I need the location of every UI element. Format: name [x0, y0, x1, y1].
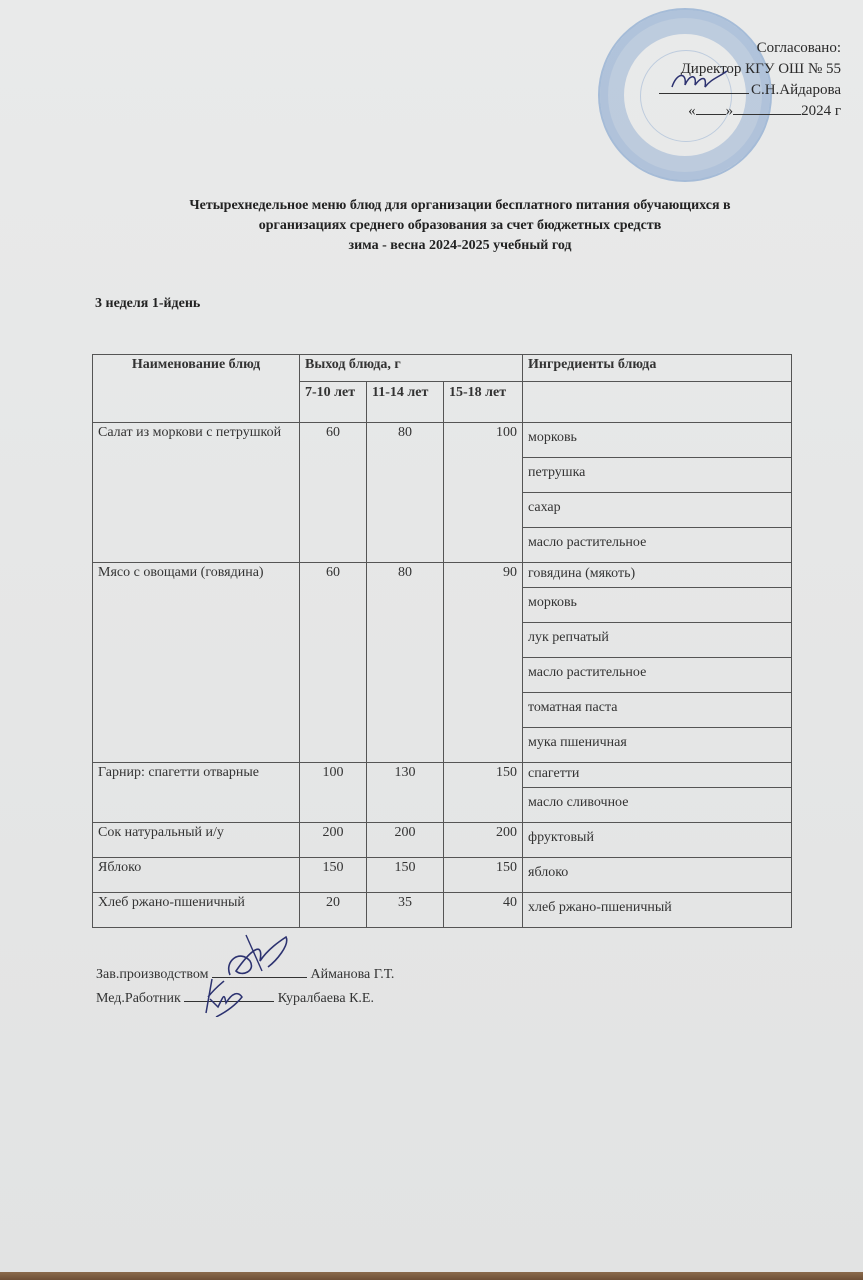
date-open-quote: «	[688, 103, 696, 119]
yield-7-10: 150	[300, 858, 367, 893]
header-age-7-10: 7-10 лет	[300, 382, 367, 423]
medic-label: Мед.Работник	[96, 991, 181, 1006]
dish-name: Салат из моркови с петрушкой	[93, 423, 300, 563]
yield-15-18: 200	[444, 823, 523, 858]
document-title	[60, 196, 860, 256]
approval-position: Директор КГУ ОШ № 55	[680, 61, 841, 77]
approval-agreed: Согласовано:	[756, 40, 841, 56]
menu-table	[92, 354, 792, 928]
ingredient: петрушка	[523, 458, 792, 493]
yield-15-18: 100	[444, 423, 523, 563]
dish-name: Мясо с овощами (говядина)	[93, 563, 300, 763]
header-ingredients: Ингредиенты блюда	[523, 355, 792, 382]
approval-year: 2024 г	[801, 103, 841, 119]
table-row	[93, 423, 792, 458]
production-label: Зав.производством	[96, 967, 209, 982]
yield-15-18: 150	[444, 763, 523, 823]
director-signature-icon	[667, 67, 737, 93]
table-row	[93, 763, 792, 788]
table-row	[93, 858, 792, 893]
ingredient: морковь	[523, 588, 792, 623]
approval-signature-line	[659, 81, 749, 94]
medic-signature-row	[96, 987, 394, 1011]
ingredient: хлеб ржано-пшеничный	[523, 893, 792, 928]
date-month-blank	[733, 102, 801, 115]
table-row	[93, 823, 792, 858]
medic-signature-line	[184, 989, 274, 1002]
header-age-15-18: 15-18 лет	[444, 382, 523, 423]
signatures-block	[96, 963, 394, 1011]
ingredient: мука пшеничная	[523, 728, 792, 763]
table-row	[93, 893, 792, 928]
yield-15-18: 90	[444, 563, 523, 763]
yield-11-14: 200	[367, 823, 444, 858]
approval-date-row	[659, 101, 841, 122]
header-age-11-14: 11-14 лет	[367, 382, 444, 423]
ingredient: морковь	[523, 423, 792, 458]
header-dish-name: Наименование блюд	[93, 355, 300, 423]
yield-7-10: 100	[300, 763, 367, 823]
yield-11-14: 80	[367, 563, 444, 763]
ingredient: масло сливочное	[523, 788, 792, 823]
title-line-1: Четырехнедельное меню блюд для организации бесплатного питания обучающихся в	[189, 198, 731, 213]
title-line-2: организациях среднего образования за счет бюджетных средств	[258, 218, 662, 233]
ingredient: томатная паста	[523, 693, 792, 728]
dish-name: Хлеб ржано-пшеничный	[93, 893, 300, 928]
ingredient: сахар	[523, 493, 792, 528]
ingredient: масло растительное	[523, 528, 792, 563]
title-line-3: зима - весна 2024-2025 учебный год	[348, 238, 572, 253]
ingredient: лук репчатый	[523, 623, 792, 658]
yield-11-14: 150	[367, 858, 444, 893]
dish-name: Яблоко	[93, 858, 300, 893]
table-surface	[0, 1272, 863, 1280]
week-day-label: 3 неделя 1-йдень	[95, 296, 201, 311]
table-header-row	[93, 355, 792, 382]
approval-name: С.Н.Айдарова	[750, 82, 841, 98]
header-yield: Выход блюда, г	[300, 355, 523, 382]
yield-11-14: 35	[367, 893, 444, 928]
yield-11-14: 80	[367, 423, 444, 563]
yield-7-10: 60	[300, 563, 367, 763]
date-close-quote: »	[725, 103, 734, 119]
ingredient: говядина (мякоть)	[523, 563, 792, 588]
yield-7-10: 20	[300, 893, 367, 928]
yield-11-14: 130	[367, 763, 444, 823]
medic-name: Куралбаева К.Е.	[277, 991, 374, 1006]
approval-block	[659, 38, 841, 122]
yield-7-10: 200	[300, 823, 367, 858]
yield-15-18: 40	[444, 893, 523, 928]
dish-name: Гарнир: спагетти отварные	[93, 763, 300, 823]
header-ingredients-blank	[523, 382, 792, 423]
ingredient: фруктовый	[523, 823, 792, 858]
dish-name: Сок натуральный и/у	[93, 823, 300, 858]
table-row	[93, 563, 792, 588]
production-name: Айманова Г.Т.	[310, 967, 395, 982]
yield-15-18: 150	[444, 858, 523, 893]
medic-signature-icon	[204, 973, 254, 1017]
ingredient: спагетти	[523, 763, 792, 788]
date-day-blank	[696, 102, 726, 115]
ingredient: яблоко	[523, 858, 792, 893]
approval-signature-row	[659, 80, 841, 101]
yield-7-10: 60	[300, 423, 367, 563]
ingredient: масло растительное	[523, 658, 792, 693]
